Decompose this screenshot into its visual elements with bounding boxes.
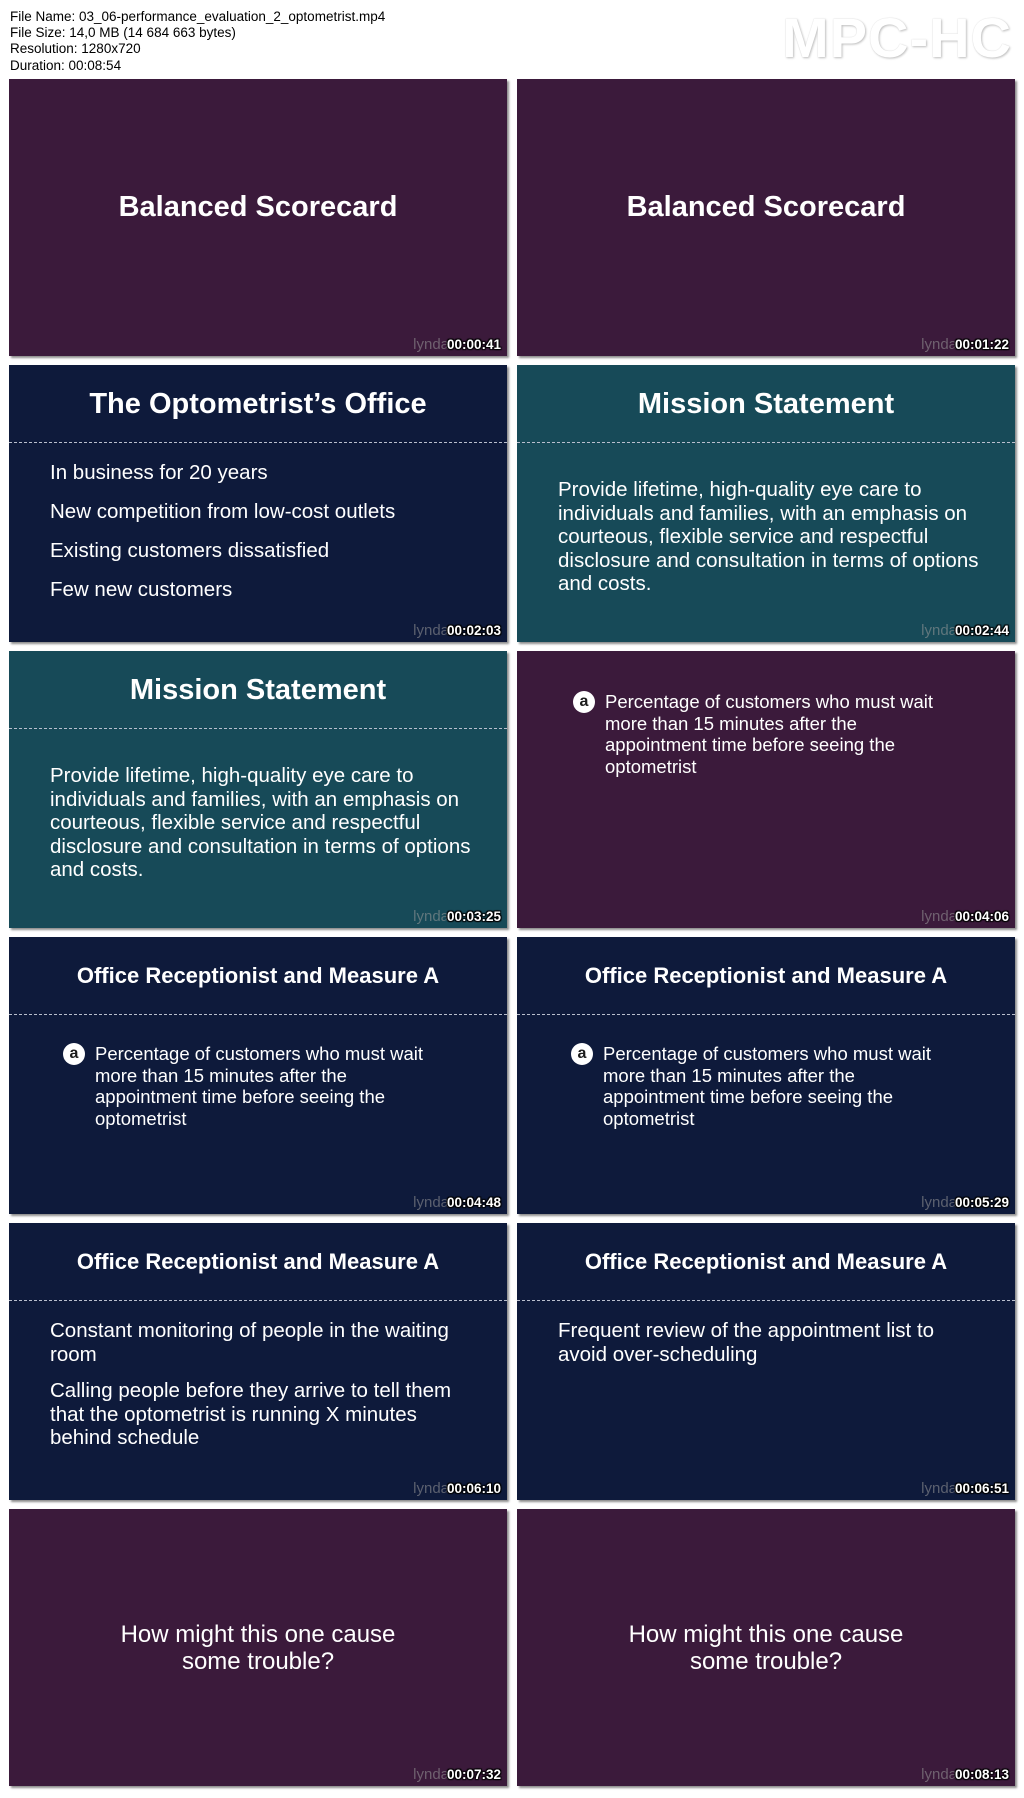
slide-title: The Optometrist’s Office: [89, 388, 427, 420]
thumbnail-2: [517, 79, 1015, 356]
file-name: File Name: 03_06-performance_evaluation_2_optometrist.mp4: [10, 9, 386, 24]
timestamp: 00:02:03: [446, 623, 501, 638]
thumbnail-8: [517, 937, 1015, 1214]
lynda-watermark: lynda: [921, 1194, 957, 1211]
slide-title: Mission Statement: [129, 674, 387, 706]
lynda-watermark: lynda: [413, 1766, 449, 1783]
list-item: Calling people before they arrive to tell them that the optometrist is running X minutes behind schedule: [50, 1379, 452, 1449]
resolution: Resolution: 1280x720: [10, 41, 141, 57]
timestamp: 00:03:25: [446, 909, 501, 924]
timestamp: 00:05:29: [954, 1195, 1009, 1210]
title-divider: [9, 728, 507, 729]
slide-title: Office Receptionist and Measure A: [76, 1249, 440, 1274]
thumbnail-7: [9, 937, 507, 1214]
action-list: [50, 1319, 480, 1463]
title-divider: [517, 1300, 1015, 1301]
duration: Duration: 00:08:54: [10, 57, 122, 73]
thumbnail-5: [9, 651, 507, 928]
title-divider: [517, 442, 1015, 443]
list-item: In business for 20 years: [50, 461, 268, 484]
list-item: Frequent review of the appointment list to avoid over-scheduling: [558, 1319, 935, 1366]
file-info-header: [0, 0, 1024, 80]
measure-text: Percentage of customers who must wait more than 15 minutes after the appointment time before seeing the optometrist: [605, 691, 934, 777]
thumbnail-4: [517, 365, 1015, 642]
timestamp: 00:00:41: [446, 337, 501, 352]
measure-text: Percentage of customers who must wait more than 15 minutes after the appointment time before seeing the optometrist: [603, 1043, 932, 1129]
measure-badge: a: [63, 1043, 85, 1065]
question-line: How might this one cause: [628, 1621, 904, 1648]
slide-title: Balanced Scorecard: [626, 191, 906, 223]
slide-title: Office Receptionist and Measure A: [584, 963, 948, 988]
question-text: [9, 1621, 507, 1675]
measure-badge: a: [571, 1043, 593, 1065]
mpc-hc-logo: MPC-HC: [782, 6, 1012, 69]
title-divider: [517, 1014, 1015, 1015]
measure-badge: a: [573, 691, 595, 713]
list-item: Existing customers dissatisfied: [50, 539, 330, 562]
question-line: some trouble?: [181, 1648, 335, 1675]
slide-title: Mission Statement: [637, 388, 895, 420]
action-list: [558, 1319, 988, 1379]
question-text: [517, 1621, 1015, 1675]
lynda-watermark: lynda: [921, 1766, 957, 1783]
question-line: some trouble?: [689, 1648, 843, 1675]
thumbnail-9: [9, 1223, 507, 1500]
timestamp: 00:02:44: [954, 623, 1009, 638]
slide-title: Office Receptionist and Measure A: [584, 1249, 948, 1274]
lynda-watermark: lynda: [921, 622, 957, 639]
lynda-watermark: lynda: [921, 908, 957, 925]
lynda-watermark: lynda: [921, 1480, 957, 1497]
lynda-watermark: lynda: [413, 336, 449, 353]
mission-text: Provide lifetime, high-quality eye care to individuals and families, with an emphasis on courteous, flexible service and respectful disclosure and consultation in terms of options and costs.: [50, 764, 471, 881]
timestamp: 00:04:48: [446, 1195, 501, 1210]
lynda-watermark: lynda: [921, 336, 957, 353]
question-line: How might this one cause: [120, 1621, 396, 1648]
thumbnail-1: [9, 79, 507, 356]
lynda-watermark: lynda: [413, 622, 449, 639]
title-divider: [9, 1300, 507, 1301]
thumbnail-11: [9, 1509, 507, 1786]
bullet-list: [50, 461, 395, 617]
measure-item: [573, 691, 993, 777]
slide-title: Office Receptionist and Measure A: [76, 963, 440, 988]
thumbnail-12: [517, 1509, 1015, 1786]
timestamp: 00:07:32: [446, 1767, 501, 1782]
lynda-watermark: lynda: [413, 908, 449, 925]
measure-item: [571, 1043, 991, 1129]
timestamp: 00:08:13: [954, 1767, 1009, 1782]
file-info: [10, 9, 385, 74]
thumbnail-6: [517, 651, 1015, 928]
thumbnail-3: [9, 365, 507, 642]
list-item: Few new customers: [50, 578, 233, 601]
title-divider: [9, 1014, 507, 1015]
mission-text: Provide lifetime, high-quality eye care to individuals and families, with an emphasis on courteous, flexible service and respectful disclosure and consultation in terms of options and costs.: [558, 478, 979, 595]
lynda-watermark: lynda: [413, 1480, 449, 1497]
list-item: New competition from low-cost outlets: [50, 500, 396, 523]
lynda-watermark: lynda: [413, 1194, 449, 1211]
timestamp: 00:04:06: [954, 909, 1009, 924]
timestamp: 00:06:10: [446, 1481, 501, 1496]
thumbnail-10: [517, 1223, 1015, 1500]
measure-text: Percentage of customers who must wait more than 15 minutes after the appointment time before seeing the optometrist: [95, 1043, 424, 1129]
file-size: File Size: 14,0 MB (14 684 663 bytes): [10, 25, 236, 41]
timestamp: 00:06:51: [954, 1481, 1009, 1496]
timestamp: 00:01:22: [954, 337, 1009, 352]
list-item: Constant monitoring of people in the waiting room: [50, 1319, 449, 1366]
slide-title: Balanced Scorecard: [118, 191, 398, 223]
title-divider: [9, 442, 507, 443]
measure-item: [63, 1043, 483, 1129]
